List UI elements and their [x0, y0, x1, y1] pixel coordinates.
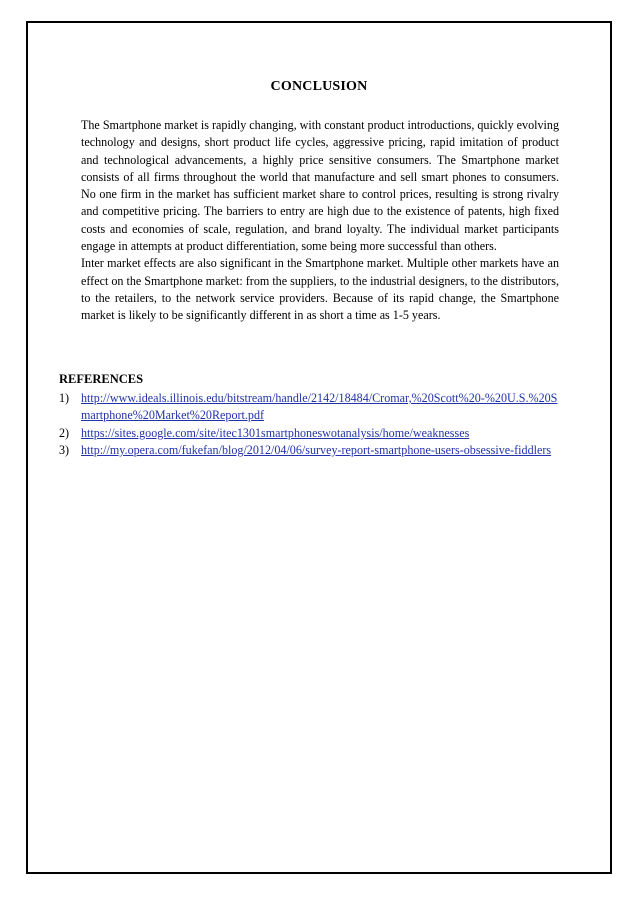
reference-link-1[interactable]: http://www.ideals.illinois.edu/bitstream/handle/2142/18484/Cromar,%20Scott%20-%20U.S.%20Smartphone%20Market%20Report.pdf — [81, 391, 558, 423]
reference-item-2 — [59, 425, 559, 442]
conclusion-title: CONCLUSION — [270, 79, 368, 94]
conclusion-paragraph-2: Inter market effects are also significant in the Smartphone market. Multiple other markets have an effect on the Smartphone market: from the suppliers, to the industrial designers, to the distributors, to the retailers, to the network service providers. Because of its rapid change, the Smartphone market is likely to be significantly different in as short a time as 1-5 years. — [81, 256, 559, 323]
reference-item-3 — [59, 442, 559, 459]
reference-link-3[interactable]: http://my.opera.com/fukefan/blog/2012/04/06/survey-report-smartphone-users-obsessive-fiddlers — [81, 443, 552, 458]
conclusion-paragraph-1: The Smartphone market is rapidly changing, with constant product introductions, quickly evolving technology and designs, short product life cycles, aggressive pricing, rapid imitation of product and technological advancements, a highly price sensitive consumers. The Smartphone market consists of all firms throughout the world that manufacture and sell smart phones to consumers. No one firm in the market has sufficient market share to control prices, resulting is strong rivalry and competitive pricing. The barriers to entry are high due to the existence of patents, high fixed costs and economies of scale, regulation, and brand loyalty. The individual market participants engage in attempts at product differentiation, some being more successful than others. — [81, 118, 559, 254]
references-heading: REFERENCES — [59, 372, 144, 386]
reference-link-2[interactable]: https://sites.google.com/site/itec1301smartphoneswotanalysis/home/weaknesses — [81, 425, 470, 440]
reference-number: 1) — [59, 391, 70, 405]
reference-number: 2) — [59, 425, 70, 440]
conclusion-body — [81, 117, 559, 325]
references-list — [59, 390, 559, 460]
reference-item-1 — [59, 390, 559, 425]
reference-number: 3) — [59, 443, 70, 458]
